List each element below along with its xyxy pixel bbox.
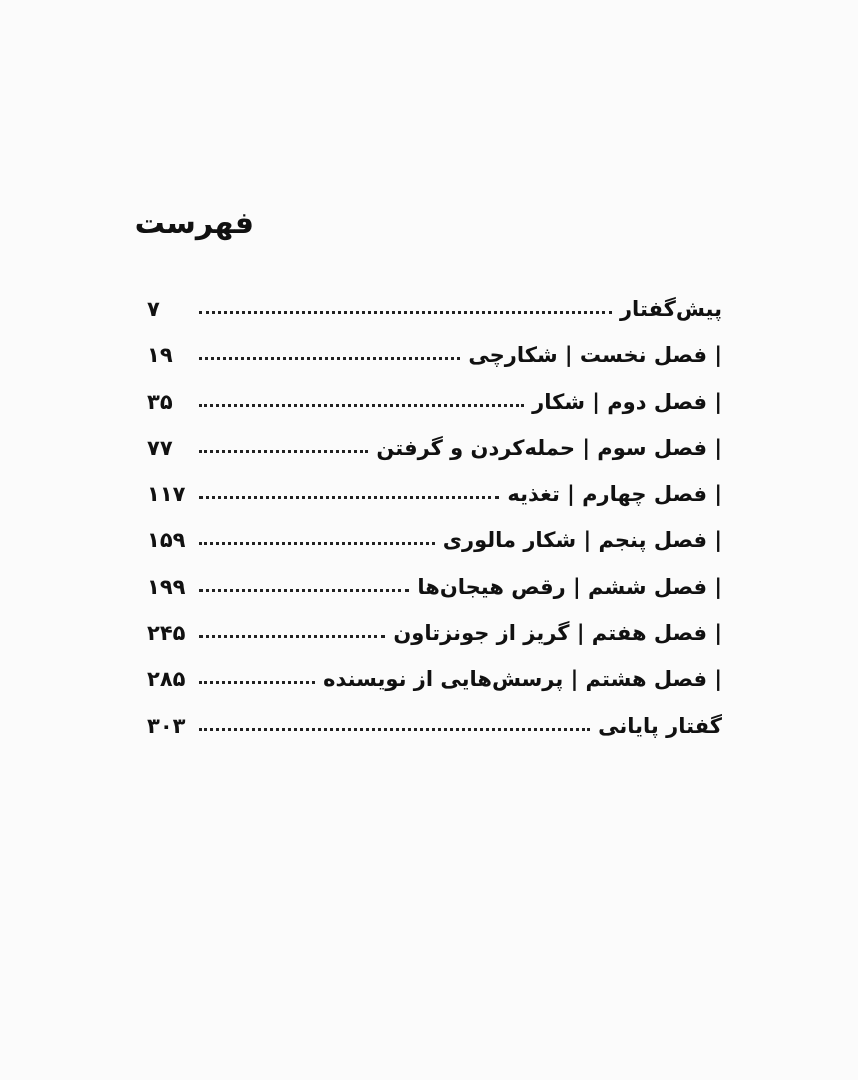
toc-entry-page: ۳۰۳ [147, 713, 186, 738]
toc-dot-leader [199, 728, 590, 731]
toc-entry-page: ۲۴۵ [147, 621, 186, 646]
toc-entry-afterword [147, 714, 722, 760]
toc-entry-label: | فصل نخست | شکارچی [468, 343, 722, 368]
toc-entry-label: | فصل سوم | حمله‌کردن و گرفتن [376, 435, 722, 460]
toc-list [147, 297, 722, 760]
toc-entry-label: | فصل پنجم | شکار مالوری [442, 528, 722, 553]
toc-entry-page: ۱۹۹ [147, 574, 186, 599]
toc-dot-leader [199, 542, 435, 545]
toc-entry-page: ۱۵۹ [147, 528, 186, 553]
toc-dot-leader [199, 404, 524, 407]
toc-entry-chapter-4 [147, 482, 722, 528]
toc-entry-chapter-2 [147, 390, 722, 436]
toc-entry-label: گفتار پایانی [598, 713, 722, 738]
toc-dot-leader [199, 496, 499, 499]
toc-dot-leader [199, 635, 385, 638]
toc-dot-leader [199, 357, 460, 360]
toc-entry-chapter-5 [147, 528, 722, 574]
toc-entry-label: | فصل هفتم | گریز از جونزتاون [393, 621, 722, 646]
toc-dot-leader [199, 681, 315, 684]
toc-dot-leader [199, 450, 368, 453]
toc-entry-page: ۳۵ [147, 389, 173, 414]
toc-entry-foreword [147, 297, 722, 343]
toc-entry-chapter-6 [147, 575, 722, 621]
toc-entry-page: ۱۹ [147, 343, 173, 368]
toc-entry-label: | فصل ششم | رقص هیجان‌ها [417, 574, 722, 599]
toc-entry-chapter-7 [147, 621, 722, 667]
toc-entry-chapter-1 [147, 343, 722, 389]
toc-title: فهرست [134, 206, 254, 241]
toc-entry-page: ۱۱۷ [147, 482, 186, 507]
toc-entry-label: | فصل دوم | شکار [532, 389, 722, 414]
toc-dot-leader [199, 589, 409, 592]
toc-entry-label: | فصل هشتم | پرسش‌هایی از نویسنده [323, 667, 722, 692]
toc-entry-label: | فصل چهارم | تغذیه [507, 482, 722, 507]
toc-entry-chapter-8 [147, 667, 722, 713]
toc-entry-page: ۲۸۵ [147, 667, 186, 692]
toc-dot-leader [199, 311, 612, 314]
toc-entry-page: ۷ [147, 297, 160, 321]
toc-entry-label: پیش‌گفتار [619, 297, 722, 321]
toc-entry-page: ۷۷ [147, 435, 173, 460]
toc-entry-chapter-3 [147, 436, 722, 482]
